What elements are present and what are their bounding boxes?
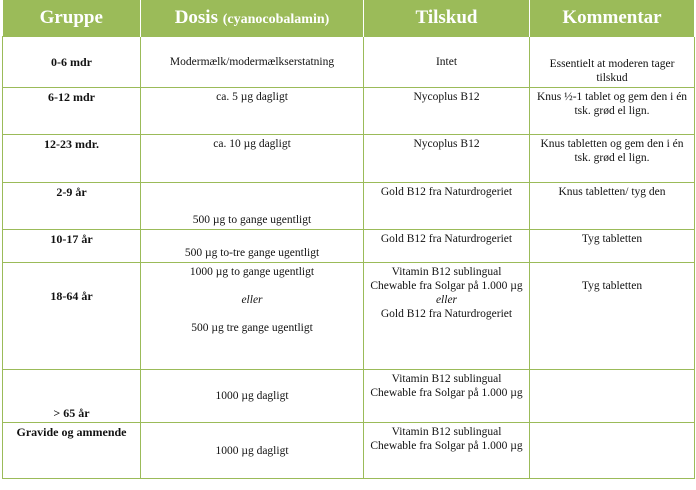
- comment-cell: [530, 370, 695, 423]
- group-cell: 0-6 mdr: [3, 37, 141, 88]
- supplement-or: eller: [435, 294, 458, 306]
- group-cell: 18-64 år: [3, 263, 141, 370]
- dose-cell: 500 µg to-tre gange ugentligt: [141, 230, 364, 263]
- supplement-cell: Gold B12 fra Naturdrogeriet: [364, 230, 530, 263]
- table-row: [3, 263, 695, 370]
- dose-cell: ca. 5 µg dagligt: [141, 88, 364, 135]
- table-row: [3, 88, 695, 135]
- comment-cell: Tyg tabletten: [530, 230, 695, 263]
- group-cell: 6-12 mdr: [3, 88, 141, 135]
- header-group: Gruppe: [3, 0, 141, 37]
- header-comment: Kommentar: [530, 0, 695, 37]
- table-row: [3, 370, 695, 423]
- dose-cell: 1000 µg to gange ugentligt eller 500 µg tre gange ugentligt: [141, 263, 364, 370]
- table-row: [3, 37, 695, 88]
- group-cell: 2-9 år: [3, 183, 141, 230]
- comment-cell: [530, 423, 695, 479]
- supplement-cell: Gold B12 fra Naturdrogeriet: [364, 183, 530, 230]
- header-supplement: Tilskud: [364, 0, 530, 37]
- group-cell: Gravide og ammende: [3, 423, 141, 479]
- supplement-cell: Nycoplus B12: [364, 88, 530, 135]
- group-cell: 10-17 år: [3, 230, 141, 263]
- supplement-cell: Vitamin B12 sublingual Chewable fra Solgar på 1.000 µg: [364, 423, 530, 479]
- group-cell: > 65 år: [3, 370, 141, 423]
- comment-cell: Knus ½-1 tablet og gem den i én tsk. grød el lign.: [530, 88, 695, 135]
- dose-cell: ca. 10 µg dagligt: [141, 135, 364, 183]
- supplement-cell: Vitamin B12 sublingual Chewable fra Solgar på 1.000 µg eller Gold B12 fra Naturdrogeriet: [364, 263, 530, 370]
- dose-cell: 500 µg to gange ugentligt: [141, 183, 364, 230]
- comment-cell: Knus tabletten og gem den i én tsk. grød el lign.: [530, 135, 695, 183]
- header-dose-sub: (cyanocobalamin): [222, 12, 330, 27]
- header-row: [3, 0, 695, 37]
- dose-cell: 1000 µg dagligt: [141, 423, 364, 479]
- supplement-cell: Vitamin B12 sublingual Chewable fra Solgar på 1.000 µg: [364, 370, 530, 423]
- supplement-cell: Intet: [364, 37, 530, 88]
- dose-cell: Modermælk/modermælkserstatning: [141, 37, 364, 88]
- b12-dosage-table: [2, 0, 695, 479]
- comment-cell: Essentielt at moderen tager tilskud: [530, 37, 695, 88]
- group-cell: 12-23 mdr.: [3, 135, 141, 183]
- comment-cell: Tyg tabletten: [530, 263, 695, 370]
- supplement-cell: Nycoplus B12: [364, 135, 530, 183]
- table-row: [3, 135, 695, 183]
- header-dose: Dosis (cyanocobalamin): [141, 0, 364, 37]
- comment-cell: Knus tabletten/ tyg den: [530, 183, 695, 230]
- table-row: [3, 423, 695, 479]
- dose-or: eller: [241, 294, 263, 306]
- table-row: [3, 230, 695, 263]
- table-row: [3, 183, 695, 230]
- dose-cell: 1000 µg dagligt: [141, 370, 364, 423]
